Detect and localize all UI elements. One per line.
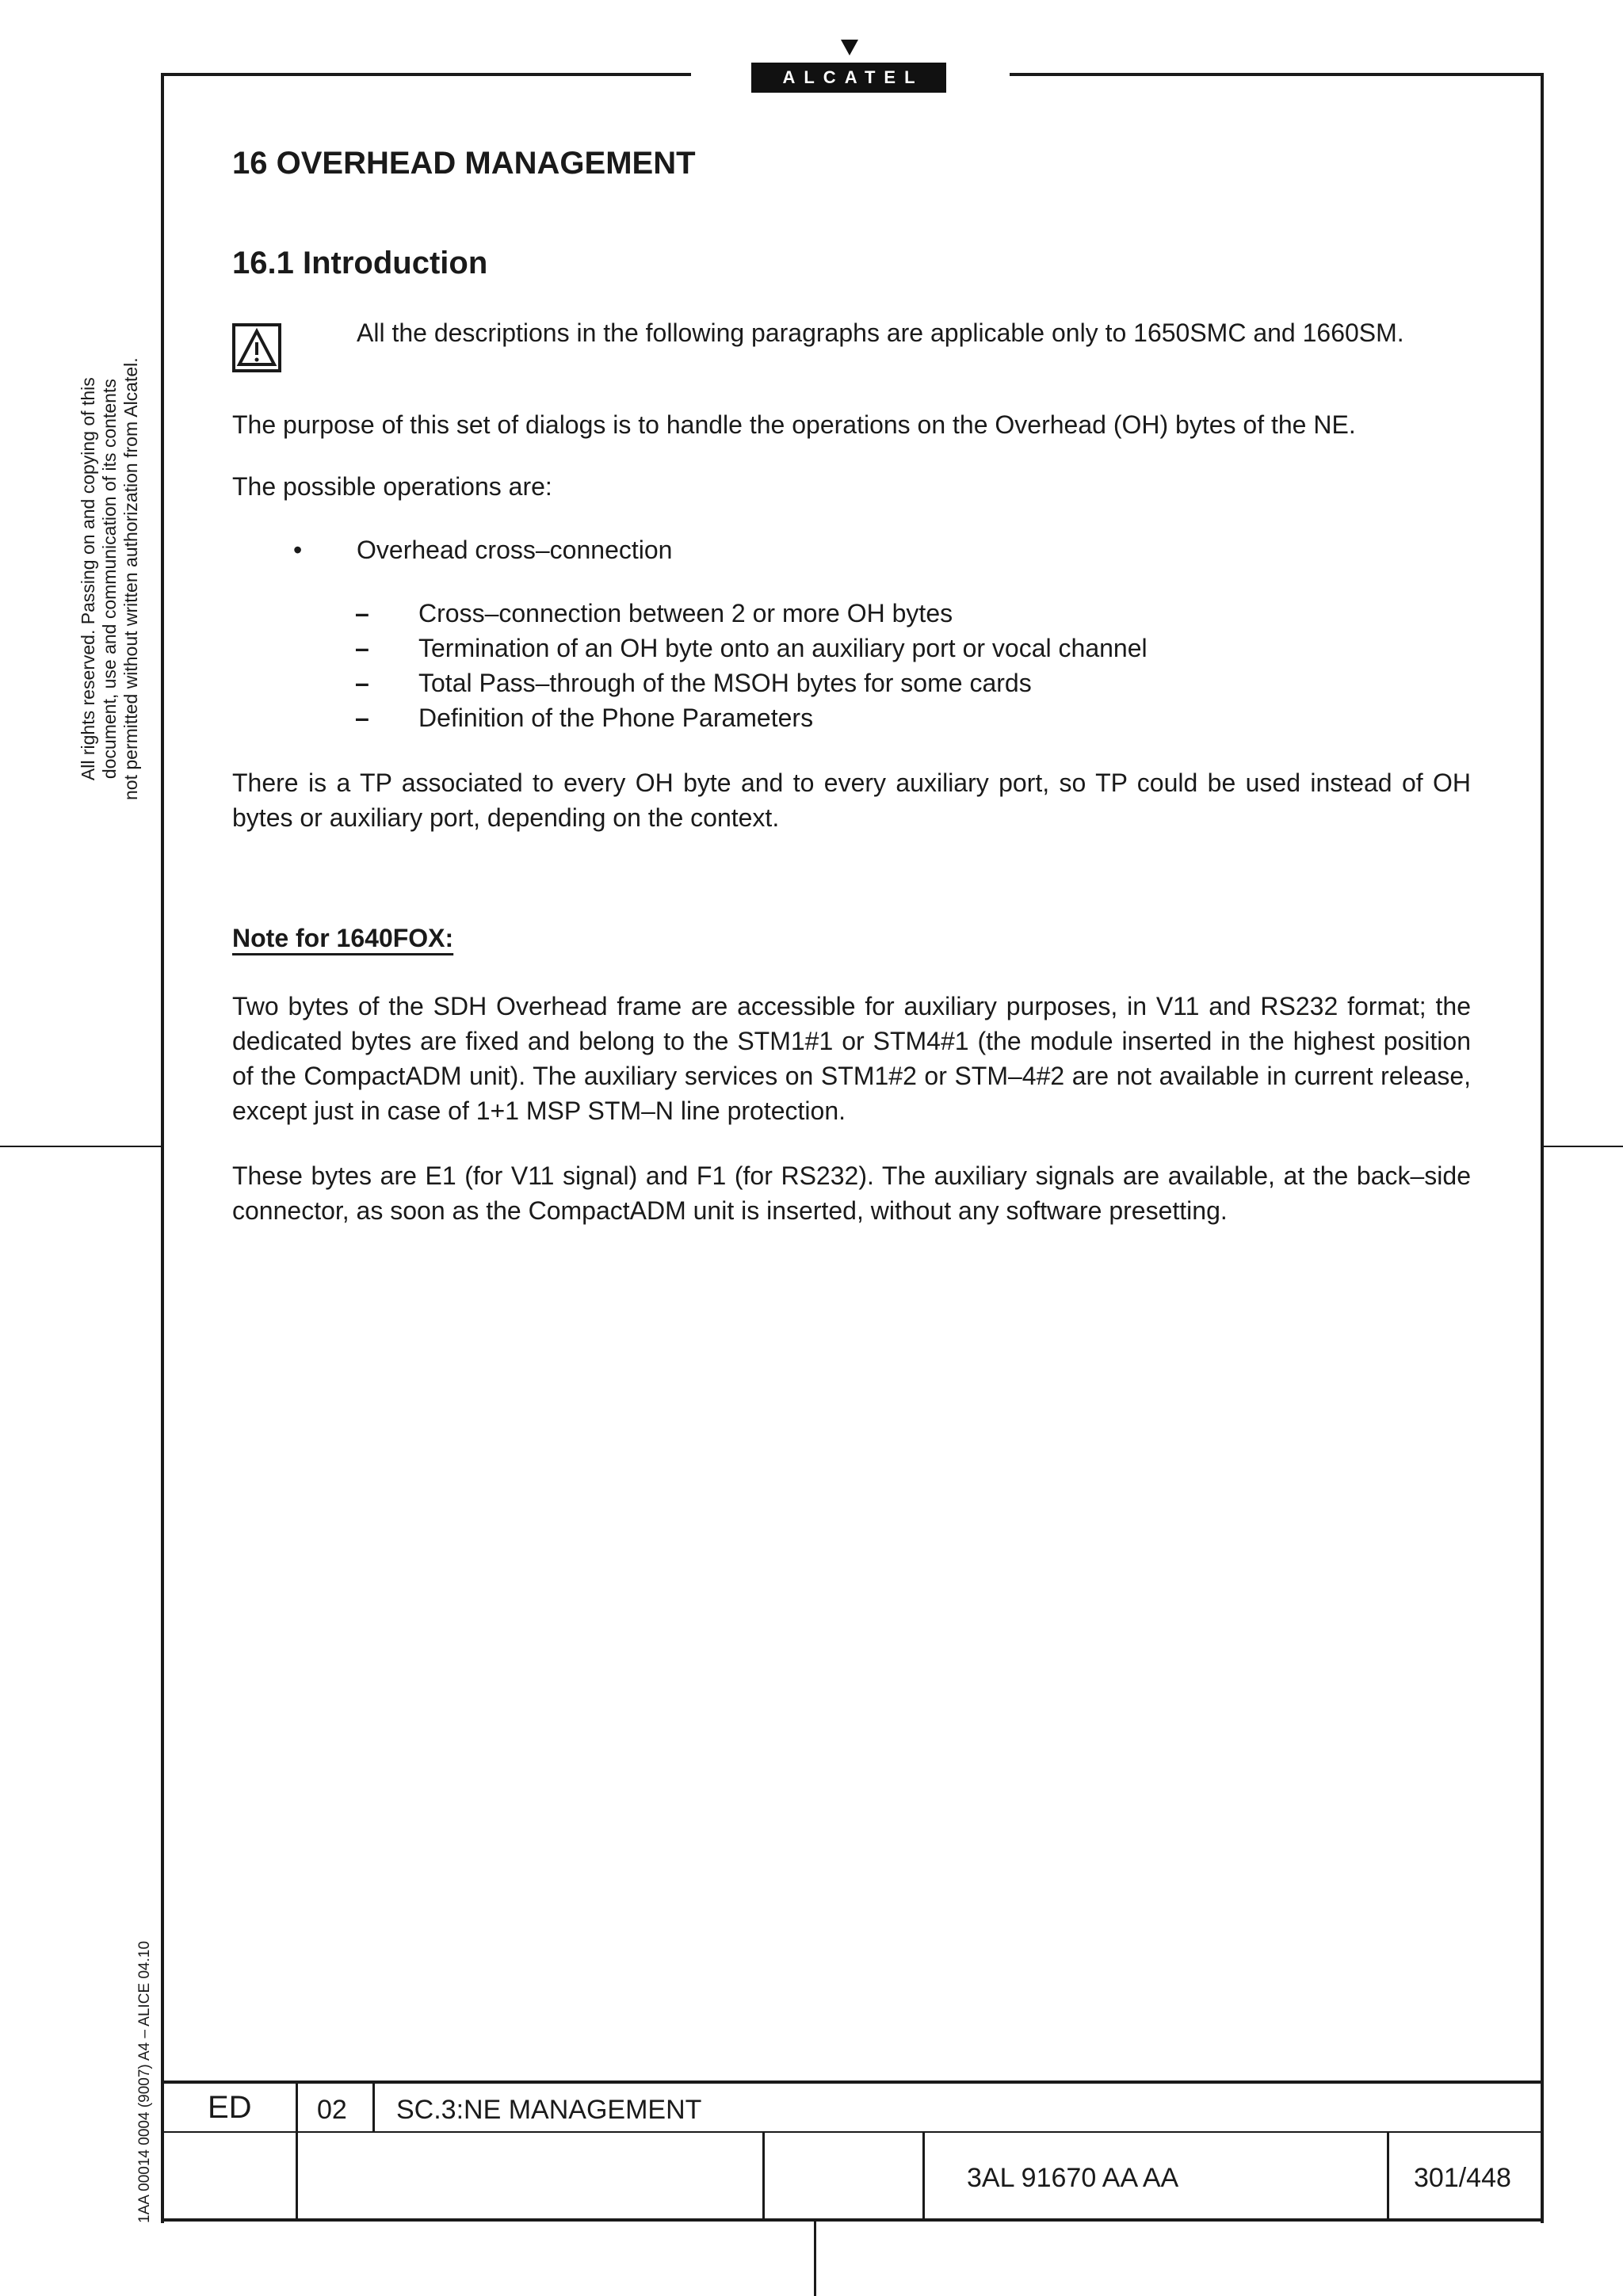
document-code: 3AL 91670 AA AA: [967, 2163, 1179, 2193]
warning-text: All the descriptions in the following paragraphs are applicable only to 1650SMC and 1660SM.: [357, 318, 1404, 347]
footer-top-rule: [161, 2081, 1544, 2084]
fold-mark-right: [1544, 1146, 1623, 1147]
copyright-line-1: All rights reserved. Passing on and copying of this: [78, 377, 98, 781]
tp-paragraph: There is a TP associated to every OH byte and to every auxiliary port, so TP could be used instead of OH bytes or auxiliary port, depending on the context.: [232, 769, 1471, 832]
page-number: 301/448: [1414, 2163, 1511, 2193]
note-paragraph-2: These bytes are E1 (for V11 signal) and F1 (for RS232). The auxiliary signals are available, at the back–side connector, as soon as the CompactADM unit is inserted, without any software presetting.: [232, 1161, 1471, 1225]
purpose-paragraph: The purpose of this set of dialogs is to handle the operations on the Overhead (OH) bytes of the NE.: [232, 410, 1356, 439]
form-code: 1AA 00014 0004 (9007) A4 – ALICE 04.10: [136, 1940, 153, 2223]
footer-divider: [762, 2131, 765, 2222]
bullet-label: Overhead cross–connection: [357, 536, 673, 564]
frame-top-left: [161, 73, 691, 76]
frame-right: [1541, 73, 1544, 2223]
section-reference: SC.3:NE MANAGEMENT: [396, 2095, 702, 2125]
chapter-title: 16 OVERHEAD MANAGEMENT: [232, 146, 696, 181]
edition-value: 02: [317, 2095, 347, 2125]
footer-divider: [1387, 2131, 1389, 2222]
operations-intro: The possible operations are:: [232, 472, 552, 501]
sub-item-text: Termination of an OH byte onto an auxiliary port or vocal channel: [418, 634, 1148, 662]
copyright-notice: [78, 357, 142, 800]
copyright-line-2: document, use and communication of its contents: [99, 379, 120, 780]
edition-label: ED: [208, 2090, 252, 2125]
logo-text: ALCATEL: [782, 67, 924, 87]
sub-item-text: Total Pass–through of the MSOH bytes for some cards: [418, 669, 1032, 697]
footer-mid-rule: [161, 2131, 1544, 2133]
footer-divider: [372, 2081, 375, 2133]
footer-tail: [814, 2222, 816, 2296]
alcatel-logo: [751, 63, 946, 93]
dash-symbol: –: [355, 704, 369, 732]
section-title: 16.1 Introduction: [232, 246, 488, 280]
frame-left: [161, 73, 164, 2223]
dash-symbol: –: [355, 634, 369, 662]
dash-symbol: –: [355, 599, 369, 627]
sub-item-text: Definition of the Phone Parameters: [418, 704, 814, 732]
sub-item-text: Cross–connection between 2 or more OH bytes: [418, 599, 953, 627]
fold-mark-left: [0, 1146, 161, 1147]
frame-top-right: [1010, 73, 1544, 76]
warning-icon: [232, 323, 281, 372]
bullet-symbol: •: [293, 536, 303, 564]
note-paragraph-1: Two bytes of the SDH Overhead frame are accessible for auxiliary purposes, in V11 and RS232 format; the dedicated bytes are fixed and belong to the STM1#1 or STM4#1 (the module inserted in the highest position of the CompactADM unit). The auxiliary services on STM1#2 or STM–4#2 are not available in current release, except just in case of 1+1 MSP STM–N line protection.: [232, 992, 1471, 1125]
logo-arrow-icon: [841, 40, 858, 55]
copyright-line-3: not permitted without written authorization from Alcatel.: [120, 357, 141, 800]
note-heading: Note for 1640FOX:: [232, 924, 454, 952]
footer-divider: [922, 2131, 925, 2222]
footer-bottom-rule: [161, 2218, 1544, 2222]
footer-divider: [296, 2081, 298, 2222]
dash-symbol: –: [355, 669, 369, 697]
